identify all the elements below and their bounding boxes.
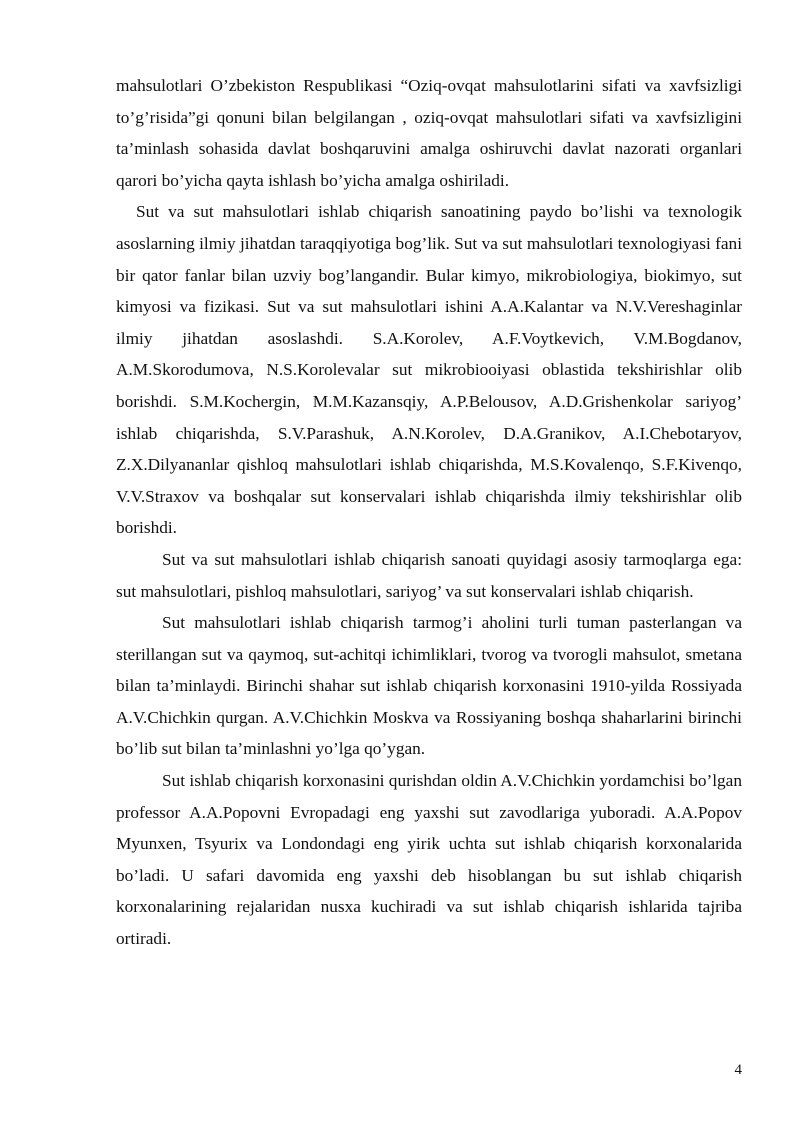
paragraph-popov: Sut ishlab chiqarish korxonasini qurishdan oldin A.V.Chichkin yordamchisi bo’lgan professor A.A.Popovni Evropadagi eng yaxshi sut zavodlariga yuboradi. A.A.Popov Myunxen, Tsyurix va Londondagi eng yirik uchta sut ishlab chiqarish korxonalarida bo’ladi. U safari davomida eng yaxshi deb hisoblangan bu sut ishlab chiqarish korxonalarining rejalaridan nusxa kuchiradi va sut ishlab chiqarish ishlarida tajriba ortiradi. xyxy=(116,771,742,949)
paragraph-branches: Sut va sut mahsulotlari ishlab chiqarish sanoati quyidagi asosiy tarmoqlarga ega: sut mahsulotlari, pishloq mahsulotlari, sariyog’ va sut konservalari ishlab chiqarish. xyxy=(116,549,742,601)
paragraph-continuation: mahsulotlari O’zbekiston Respublikasi “Oziq-ovqat mahsulotlarini sifati va xavfsizligi to’g’risida”gi qonuni bilan belgilangan , oziq-ovqat mahsulotlari sifati va xavfsizligini ta’minlash sohasida davlat boshqaruvini amalga oshiruvchi davlat nazorati organlari qarori bo’yicha qayta ishlash bo’yicha amalga oshiriladi. xyxy=(116,76,742,190)
page-number: 4 xyxy=(734,1062,742,1078)
paragraph-milk-industry: Sut mahsulotlari ishlab chiqarish tarmog’i aholini turli tuman pasterlangan va sterillangan sut va qaymoq, sut-achitqi ichimliklari, tvorog va tvorogli mahsulot, smetana bilan ta’minlaydi. Birinchi shahar sut ishlab chiqarish korxonasini 1910-yilda Rossiyada A.V.Chichkin qurgan. A.V.Chichkin Moskva va Rossiyaning boshqa shaharlarini birinchi bo’lib sut bilan ta’minlashni yo’lga qo’ygan. xyxy=(116,613,742,759)
paragraph-history: Sut va sut mahsulotlari ishlab chiqarish sanoatining paydo bo’lishi va texnologik asoslarning ilmiy jihatdan taraqqiyotiga bog’lik. Sut va sut mahsulotlari texnologiyasi fani bir qator fanlar bilan uzviy bog’langandir. Bular kimyo, mikrobiologiya, biokimyo, sut kimyosi va fizikasi. Sut va sut mahsulotlari ishini A.A.Kalantar va N.V.Vereshaginlar ilmiy jihatdan asoslashdi. S.A.Korolev, A.F.Voytkevich, V.M.Bogdanov, A.M.Skorodumova, N.S.Korolevalar sut mikrobiooiyasi oblastida tekshirishlar olib borishdi. S.M.Kochergin, M.M.Kazansqiy, A.P.Belousov, A.D.Grishenkolar sariyog’ ishlab chiqarishda, S.V.Parashuk, A.N.Korolev, D.A.Granikov, A.I.Chebotaryov, Z.X.Dilyananlar qishloq mahsulotlari ishlab chiqarishda, M.S.Kovalenqo, S.F.Kivenqo, V.V.Straxov va boshqalar sut konservalari ishlab chiqarishda ilmiy tekshirishlar olib borishdi. xyxy=(116,202,742,538)
document-body xyxy=(116,70,742,955)
